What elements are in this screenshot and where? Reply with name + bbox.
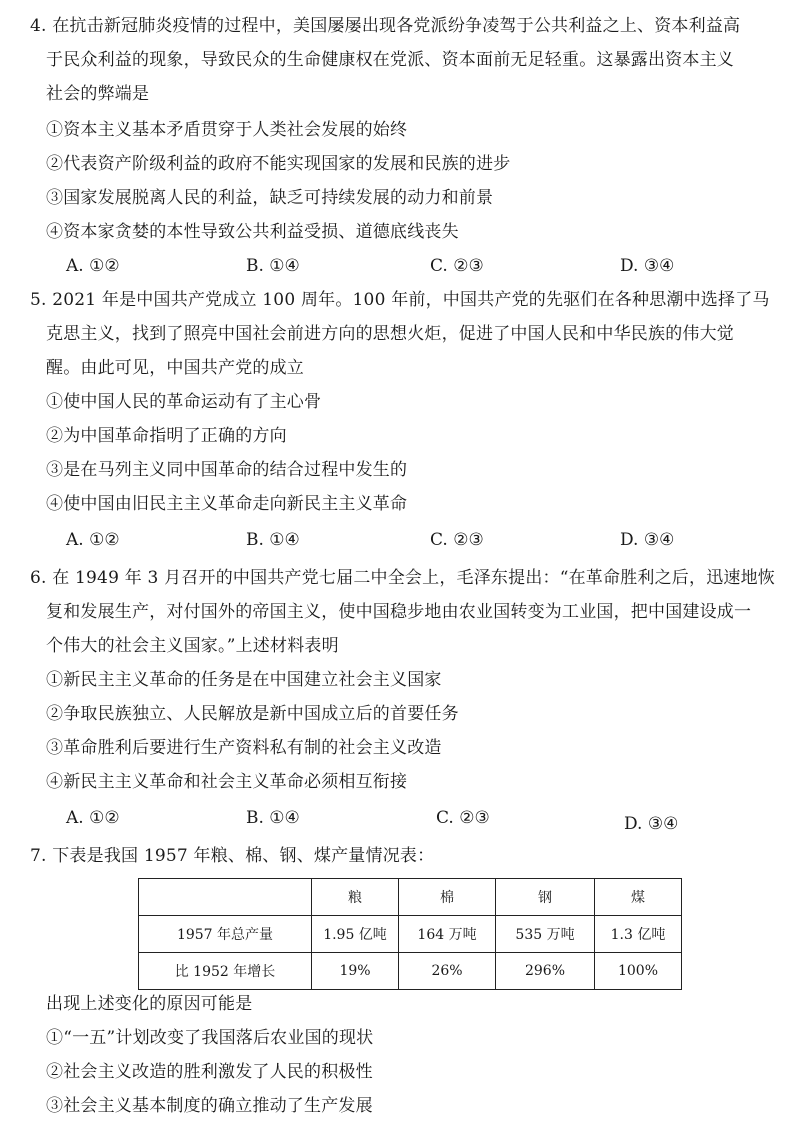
q7-item-2: ②社会主义改造的胜利激发了人民的积极性 [46, 1062, 373, 1082]
q6-item-3: ③革命胜利后要进行生产资料私有制的社会主义改造 [46, 738, 442, 758]
q6-stem-line-1: 6. 在 1949 年 3 月召开的中国共产党七届二中全会上，毛泽东提出：“在革命胜利之后，迅速地恢 [30, 568, 776, 588]
table-cell: 19% [312, 953, 399, 990]
q7-stem: 7. 下表是我国 1957 年粮、棉、钢、煤产量情况表： [30, 846, 435, 866]
q4-option-d[interactable]: D. ③④ [620, 256, 675, 276]
q4-option-a[interactable]: A. ①② [66, 256, 120, 276]
q5-option-a[interactable]: A. ①② [66, 530, 120, 550]
q4-item-2: ②代表资产阶级利益的政府不能实现国家的发展和民族的进步 [46, 154, 511, 174]
q5-item-3: ③是在马列主义同中国革命的结合过程中发生的 [46, 460, 408, 480]
table-header-row [139, 879, 682, 916]
q5-item-2: ②为中国革命指明了正确的方向 [46, 426, 287, 446]
q6-stem-line-3: 个伟大的社会主义国家。”上述材料表明 [46, 636, 339, 656]
q4-stem-line-1: 4. 在抗击新冠肺炎疫情的过程中，美国屡屡出现各党派纷争凌驾于公共利益之上、资本利益高 [30, 16, 741, 36]
table-header-cell: 钢 [496, 879, 595, 916]
q5-stem-line-1: 5. 2021 年是中国共产党成立 100 周年。100 年前，中国共产党的先驱们在各种思潮中选择了马 [30, 290, 770, 310]
q5-stem-line-2: 克思主义，找到了照亮中国社会前进方向的思想火炬，促进了中国人民和中华民族的伟大觉 [46, 324, 734, 344]
q4-option-c[interactable]: C. ②③ [430, 256, 484, 276]
q6-option-d[interactable]: D. ③④ [624, 814, 679, 834]
table-cell: 比 1952 年增长 [139, 953, 312, 990]
q4-stem-line-3: 社会的弊端是 [46, 84, 150, 104]
table-header-cell [139, 879, 312, 916]
q7-item-1: ①“一五”计划改变了我国落后农业国的现状 [46, 1028, 374, 1048]
q6-option-c[interactable]: C. ②③ [436, 808, 490, 828]
q5-option-c[interactable]: C. ②③ [430, 530, 484, 550]
q6-option-a[interactable]: A. ①② [66, 808, 120, 828]
q4-option-b[interactable]: B. ①④ [246, 256, 300, 276]
q4-item-1: ①资本主义基本矛盾贯穿于人类社会发展的始终 [46, 120, 408, 140]
q5-option-b[interactable]: B. ①④ [246, 530, 300, 550]
table-row [139, 916, 682, 953]
table-cell: 26% [399, 953, 496, 990]
q4-item-3: ③国家发展脱离人民的利益，缺乏可持续发展的动力和前景 [46, 188, 494, 208]
q6-stem-line-2: 复和发展生产，对付国外的帝国主义，使中国稳步地由农业国转变为工业国，把中国建设成一 [46, 602, 752, 622]
q6-item-2: ②争取民族独立、人民解放是新中国成立后的首要任务 [46, 704, 459, 724]
q5-item-1: ①使中国人民的革命运动有了主心骨 [46, 392, 322, 412]
production-table [138, 878, 682, 990]
q4-item-4: ④资本家贪婪的本性导致公共利益受损、道德底线丧失 [46, 222, 459, 242]
q6-item-1: ①新民主主义革命的任务是在中国建立社会主义国家 [46, 670, 442, 690]
table-cell: 296% [496, 953, 595, 990]
q5-item-4: ④使中国由旧民主主义革命走向新民主主义革命 [46, 494, 408, 514]
table-row [139, 953, 682, 990]
table-cell: 100% [595, 953, 682, 990]
table-header-cell: 粮 [312, 879, 399, 916]
q6-option-b[interactable]: B. ①④ [246, 808, 300, 828]
q5-stem-line-3: 醒。由此可见，中国共产党的成立 [46, 358, 304, 378]
q4-stem-line-2: 于民众利益的现象，导致民众的生命健康权在党派、资本面前无足轻重。这暴露出资本主义 [46, 50, 734, 70]
q7-item-3: ③社会主义基本制度的确立推动了生产发展 [46, 1096, 373, 1116]
table-header-cell: 煤 [595, 879, 682, 916]
q7-question: 出现上述变化的原因可能是 [46, 994, 253, 1014]
table-cell: 164 万吨 [399, 916, 496, 953]
table-cell: 1.95 亿吨 [312, 916, 399, 953]
q6-item-4: ④新民主主义革命和社会主义革命必须相互衔接 [46, 772, 408, 792]
q5-option-d[interactable]: D. ③④ [620, 530, 675, 550]
table-cell: 1957 年总产量 [139, 916, 312, 953]
table-header-cell: 棉 [399, 879, 496, 916]
table-cell: 535 万吨 [496, 916, 595, 953]
table-cell: 1.3 亿吨 [595, 916, 682, 953]
